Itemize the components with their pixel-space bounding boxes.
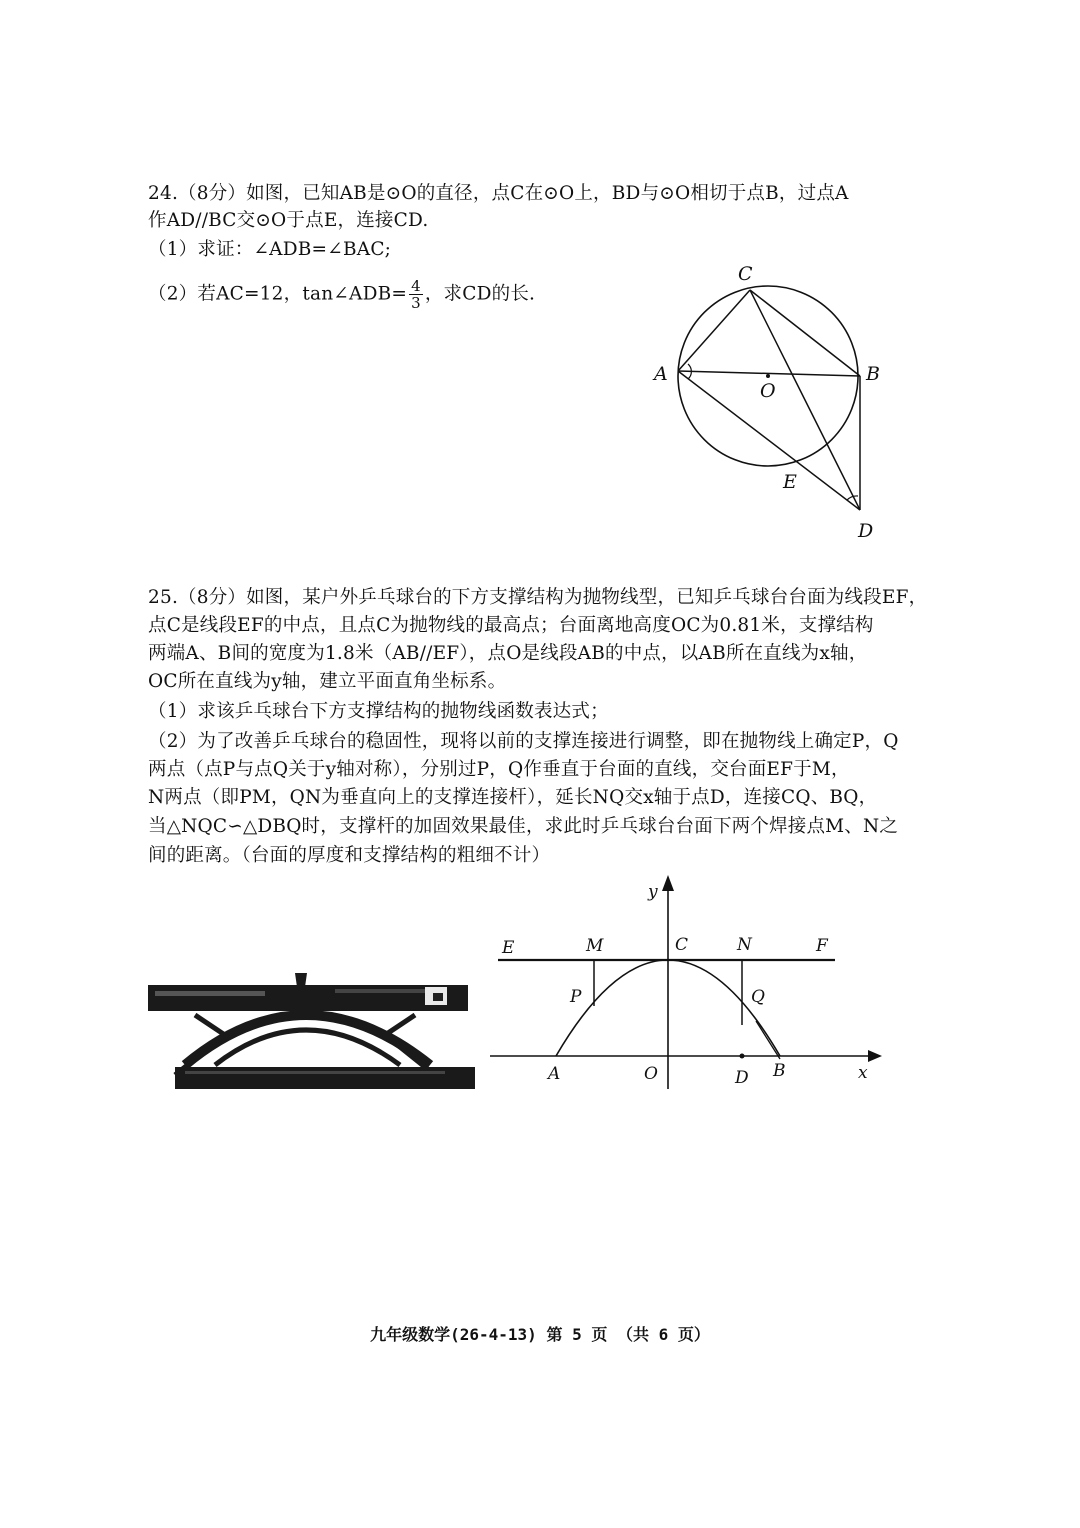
q24-circle-diagram (640, 258, 890, 548)
q25-line-2: 点C是线段EF的中点，且点C为抛物线的最高点；台面离地高度OC为0.81米，支撑结构 (148, 615, 874, 636)
table-top-highlight-2 (335, 989, 435, 993)
label-n: N (737, 935, 752, 955)
page-footer: 九年级数学(26-4-13) 第 5 页 （共 6 页） (370, 1325, 710, 1344)
segment-cb (750, 290, 860, 376)
q24-line-1: 24.（8分）如图，已知AB是⊙O的直径，点C在⊙O上，BD与⊙O相切于点B，过点A (148, 183, 849, 204)
table-top (148, 985, 468, 1011)
angle-mark-d (847, 496, 858, 500)
label-o: O (644, 1064, 658, 1084)
q24-line-2: 作AD//BC交⊙O于点E，连接CD. (148, 210, 429, 231)
q24-part-2 (148, 278, 535, 311)
segment-bq-partial (756, 1021, 780, 1059)
label-c: C (738, 263, 753, 285)
y-axis-arrow (662, 875, 674, 891)
q25-line-4: OC所在直线为y轴，建立平面直角坐标系。 (148, 671, 507, 692)
label-q: Q (751, 987, 765, 1007)
q25-part-2-line-4: 当△NQC∽△DBQ时，支撑杆的加固效果最佳，求此时乒乓球台台面下两个焊接点M、N之 (148, 816, 899, 837)
point-o (766, 374, 770, 378)
label-e: E (783, 471, 797, 493)
label-b: B (866, 363, 880, 385)
q25-part-1: （1）求该乒乓球台下方支撑结构的抛物线函数表达式； (148, 701, 609, 722)
ground-bar (175, 1067, 475, 1089)
q24-fraction-denominator: 3 (411, 294, 421, 312)
label-b: B (773, 1061, 786, 1081)
q24-part-2-pre: （2）若AC=12，tan∠ADB= (148, 283, 408, 305)
ping-pong-table-photo (145, 965, 475, 1095)
label-p: P (570, 987, 582, 1007)
q24-part-2-post: ，求CD的长. (424, 283, 536, 305)
q24-fraction (409, 278, 423, 311)
q25-part-2-line-2: 两点（点P与点Q关于y轴对称），分别过P，Q作垂直于台面的直线，交台面EF于M， (148, 759, 850, 780)
label-y: y (648, 882, 658, 902)
label-d: D (858, 520, 874, 542)
q25-line-3: 两端A、B间的宽度为1.8米（AB//EF），点O是线段AB的中点，以AB所在直线为x轴， (148, 643, 868, 664)
q25-part-2-line-5: 间的距离。（台面的厚度和支撑结构的粗细不计） (148, 845, 551, 866)
q24-part-1: （1）求证：∠ADB=∠BAC; (148, 239, 392, 260)
label-o: O (760, 380, 776, 402)
net-patch-2 (433, 993, 443, 1001)
label-f: F (816, 936, 828, 956)
point-d (740, 1054, 745, 1059)
segment-ac (678, 290, 750, 371)
label-a: A (654, 363, 668, 385)
label-a: A (548, 1064, 561, 1084)
q25-part-2-line-3: N两点（即PM，QN为垂直向上的支撑连接杆），延长NQ交x轴于点D，连接CQ、BQ， (148, 787, 878, 808)
support-arch-inner (215, 1030, 400, 1065)
table-top-highlight (155, 991, 265, 996)
label-c: C (675, 935, 689, 955)
q25-part-2-line-1: （2）为了改善乒乓球台的稳固性，现将以前的支撑连接进行调整，即在抛物线上确定P，Q (148, 731, 899, 752)
q25-line-1: 25.（8分）如图，某户外乒乓球台的下方支撑结构为抛物线型，已知乒乓球台台面为线段EF， (148, 587, 928, 608)
x-axis-arrow (868, 1050, 882, 1062)
label-e: E (502, 938, 515, 958)
label-d: D (735, 1068, 749, 1088)
net-post (295, 973, 307, 987)
q24-fraction-numerator: 4 (411, 277, 421, 295)
label-x: x (858, 1063, 868, 1083)
q25-coordinate-diagram (490, 875, 890, 1105)
ground-highlight (185, 1071, 445, 1074)
label-m: M (586, 936, 604, 956)
